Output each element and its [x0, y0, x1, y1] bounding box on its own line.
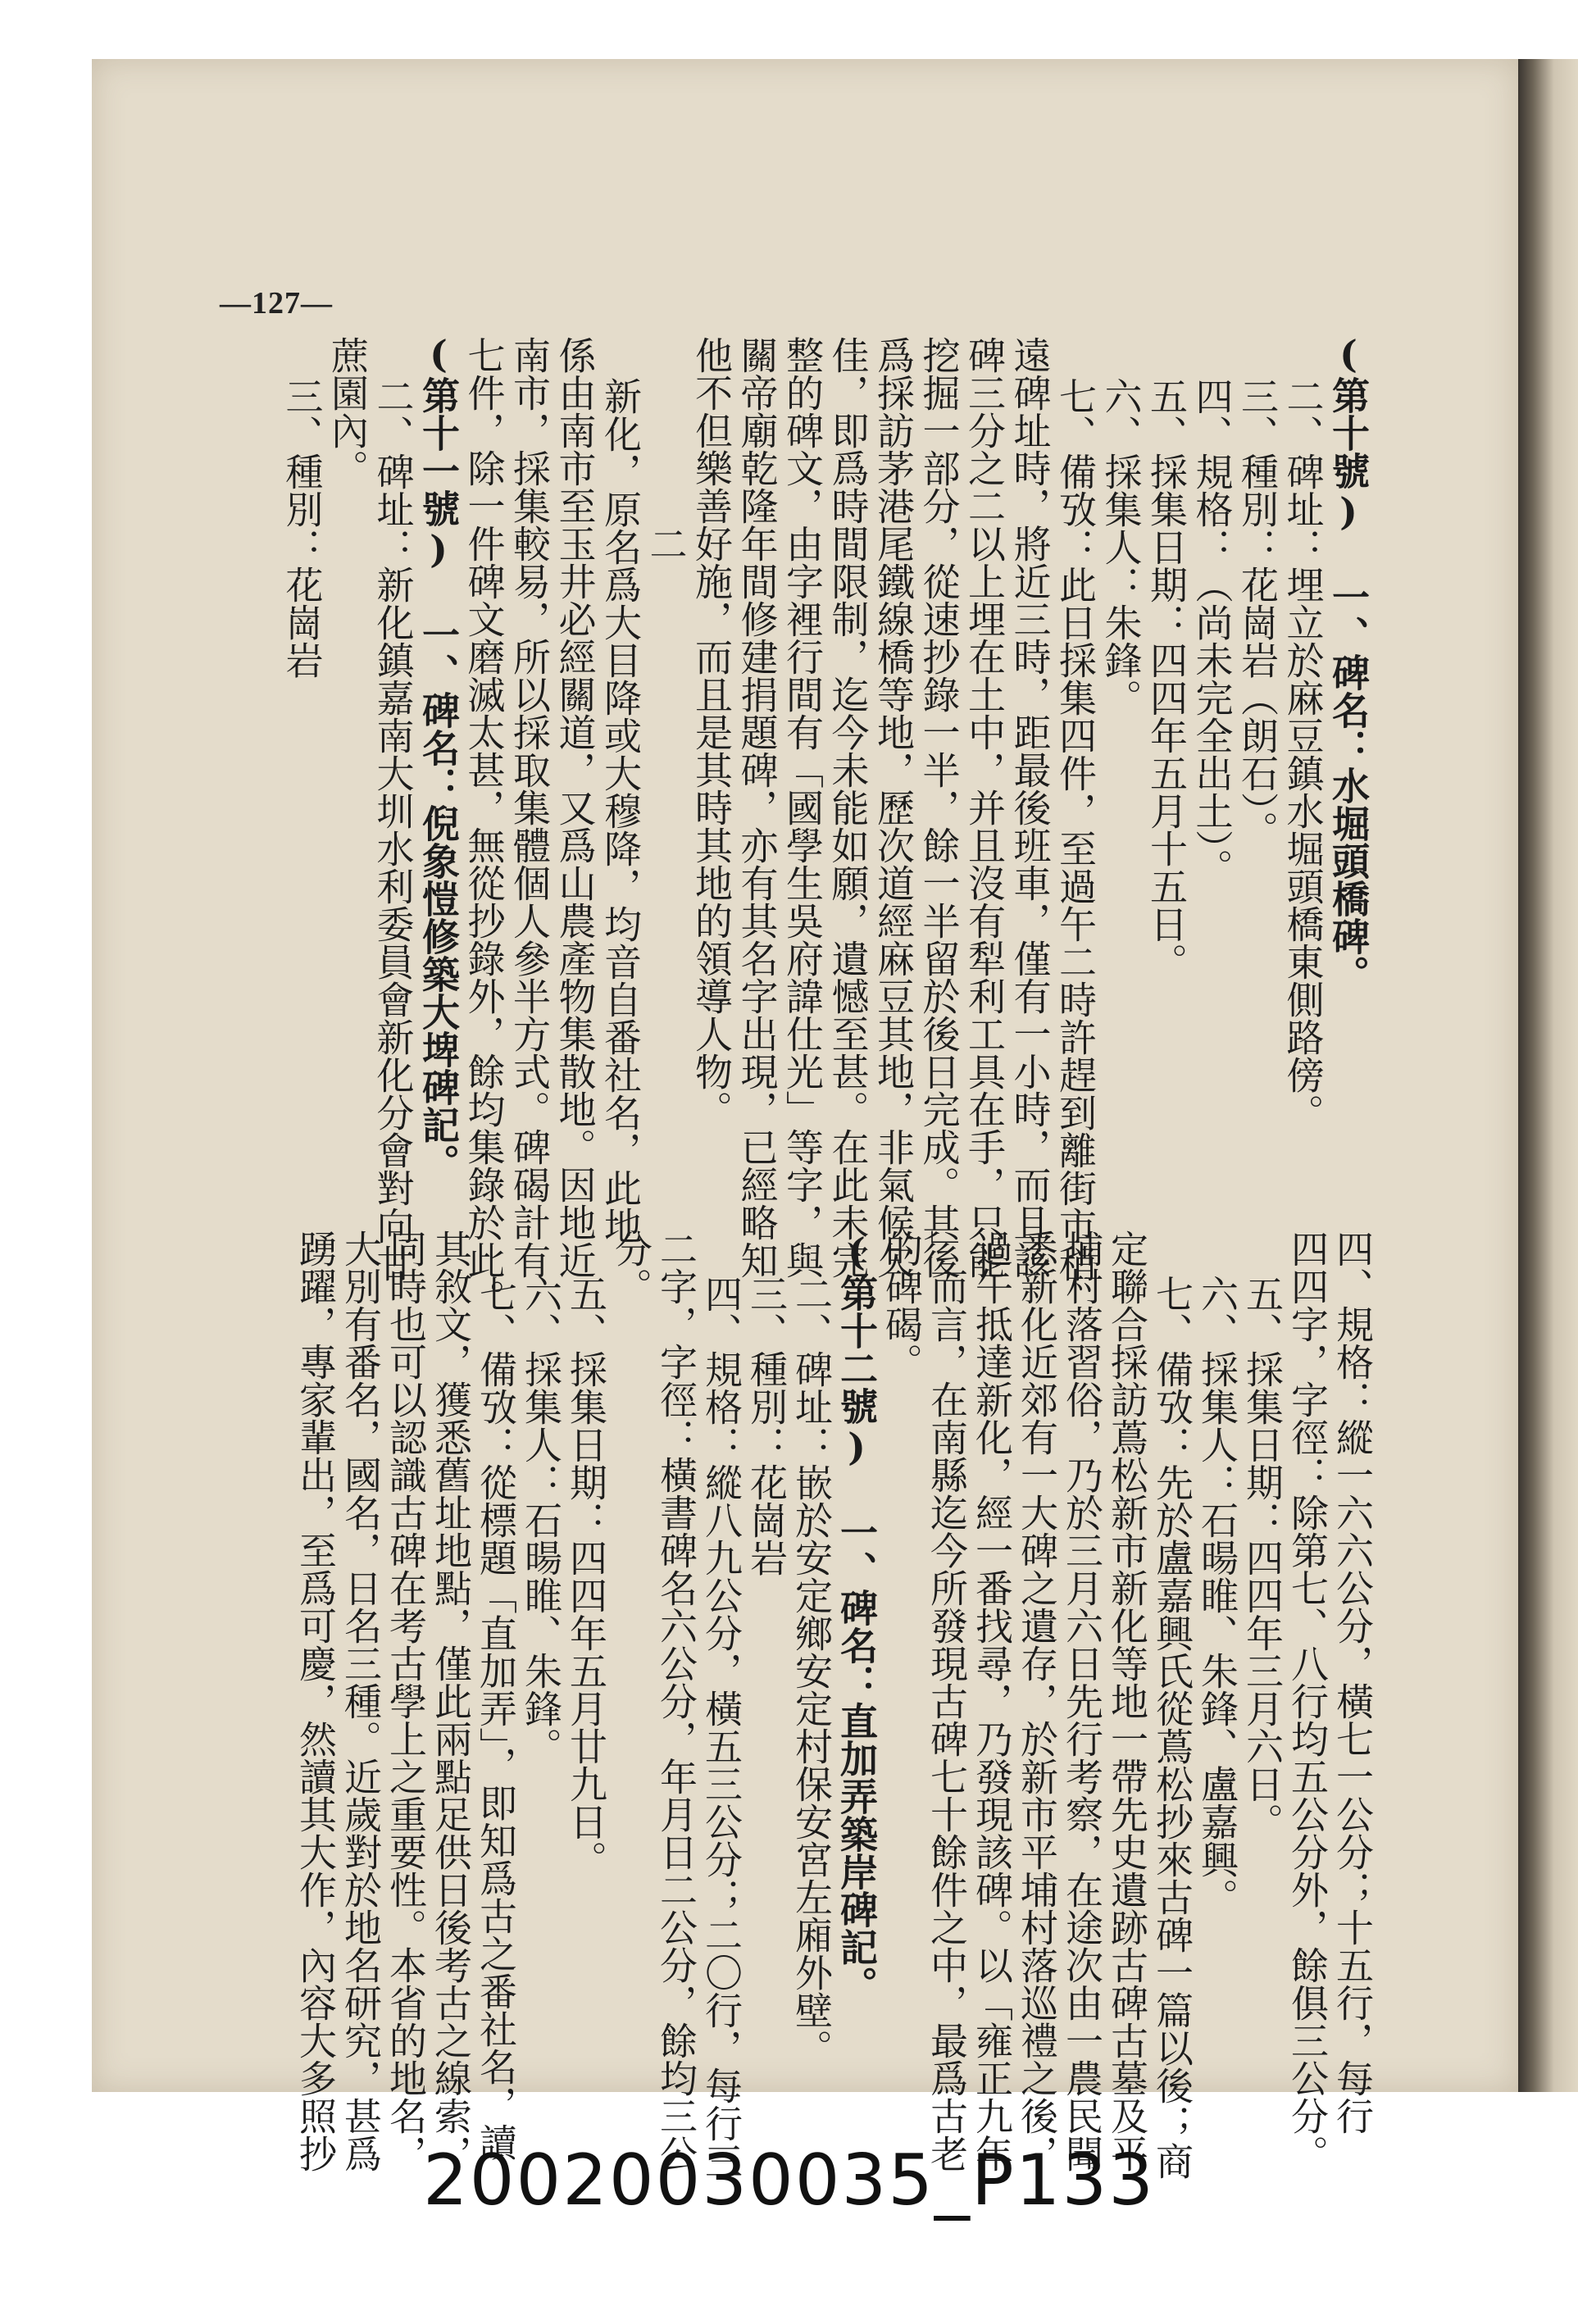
top-block-column: 三、種別：花崗岩（朗石）。 — [1235, 377, 1280, 848]
book-spine-edge — [1518, 59, 1578, 2092]
bottom-block-column: 三、種別：花崗岩 — [744, 1275, 789, 1576]
top-block-column: 爲採訪茅港尾鐵線橋等地，歷次道經麻豆其地，非氣候欠 — [871, 336, 916, 1279]
bottom-block-column: (第十二號) 一、碑名：直加弄築岸碑記。 — [834, 1230, 879, 2003]
top-block-column: 七、備攷：此日採集四件，至過午二時許趕到離街市稍 — [1053, 377, 1098, 1282]
bottom-block-column: 七、備攷：從標題「直加弄」，即知爲古之番社名，讀 — [474, 1275, 518, 2161]
bottom-block-column: 過午抵達新化，經一番找尋，乃發現該碑。以「雍正九年 — [970, 1230, 1014, 2172]
top-block-column: (第十號) 一、碑名：水堀頭橋碑。 — [1326, 332, 1371, 993]
bottom-block-column: 五、採集日期：四四年五月廿九日。 — [564, 1275, 608, 1878]
top-block-column: 整的碑文，由字裡行間有「國學生吳府諱仕光」等字，與 — [780, 336, 825, 1279]
bottom-block-column: 其敘文，獲悉舊址地點，僅此兩點足供日後考古之線索， — [429, 1230, 473, 2172]
top-block-column: 碑三分之二以上埋在土中，并且沒有犁利工具在手，只能 — [962, 336, 1007, 1279]
bottom-block-column: 四、規格：縱一六六公分，橫七一公分；十五行，每行 — [1330, 1230, 1375, 2135]
bottom-block-column: 六、採集人：石暘睢、朱鋒、盧嘉興。 — [1195, 1275, 1239, 1916]
top-block-column: 他不但樂善好施，而且是其時其地的領導人物。 — [689, 336, 734, 1128]
bottom-block-column: 二字，字徑：橫書碑名六公分，年月日二公分，餘均三公 — [654, 1230, 698, 2172]
top-block-column: 三、種別：花崗岩 — [280, 377, 325, 679]
bottom-block-column: 分。 — [609, 1230, 653, 1305]
top-block-column: 挖掘一部分，從速抄錄一半，餘一半留於後日完成。其後 — [916, 336, 962, 1279]
top-block-column: 遠碑址時，將近三時，距最後班車，僅有一小時，而且該 — [1007, 336, 1053, 1279]
bottom-block-column: 四四字，字徑：除第七、八行均五公分外，餘俱三公分。 — [1285, 1230, 1330, 2172]
top-block-column: 四、規格：（尚未完全出土）。 — [1189, 377, 1235, 886]
bottom-block-column: 的碑碣。 — [880, 1230, 924, 1380]
top-block-column: (第十一號) 一、碑名：倪象愷修築大埤碑記。 — [416, 332, 461, 1181]
bottom-block-column: 踴躍，專家輩出，至爲可慶，然讀其大作，內容大多照抄 — [293, 1230, 338, 2172]
top-block-column: 佳，即爲時間限制，迄今未能如願，遺憾至甚。在此未完 — [825, 336, 871, 1279]
top-block-column: 二、碑址：埋立於麻豆鎮水堀頭橋東側路傍。 — [1280, 377, 1326, 1131]
bottom-block-column: 大別有番名，國名，日名三種。近歲對於地名研究，甚爲 — [339, 1230, 383, 2172]
bottom-block-column: 」而言，在南縣迄今所發現古碑七十餘件之中，最爲古老 — [925, 1230, 969, 2172]
top-block-column: 蔗園內。 — [325, 336, 370, 487]
bottom-block-column: 七、備攷：先於盧嘉興氏從蔦松抄來古碑一篇以後；商 — [1150, 1275, 1194, 2180]
top-block-column: 關帝廟乾隆年間修建捐題碑，亦有其名字出現，已經略知 — [734, 336, 780, 1279]
top-block-column: 係由南市至玉井必經關道，又爲山農產物集散地。因地近 — [553, 336, 598, 1279]
top-block-column: 五、採集日期：四四年五月十五日。 — [1144, 377, 1189, 980]
archive-caption: 20020030035_P133 — [423, 2140, 1155, 2222]
bottom-block-column: 五、採集日期：四四年三月六日。 — [1240, 1275, 1285, 1840]
bottom-block-column: 定聯合採訪蔦松新市新化等地一帶先史遺跡古碑古墓及平 — [1105, 1230, 1149, 2172]
bottom-block-column: 埔村落習俗，乃於三月六日先行考察，在途次由一農民聞 — [1060, 1230, 1104, 2172]
bottom-block-column: 六、採集人：石暘睢、朱鋒。 — [519, 1275, 563, 1765]
top-block-column: 南市，採集較易，所以採取集體個人參半方式。碑碣計有 — [507, 336, 552, 1279]
top-block-column: 六、採集人：朱鋒。 — [1098, 377, 1144, 716]
bottom-block-column: 四、規格：縱八九公分，橫五三公分；二〇行，每行三 — [699, 1275, 744, 2180]
page-number: —127— — [220, 286, 333, 321]
top-block-column: 二、碑址：新化鎮嘉南大圳水利委員會新化分會對向甘 — [371, 377, 416, 1282]
bottom-block-column: 二、碑址：嵌於安定鄉安定村保安宮左廂外壁。 — [789, 1275, 834, 2067]
top-block-column: 七件，除一件碑文磨滅太甚，無從抄錄外，餘均集錄於此。 — [462, 336, 507, 1317]
top-block-column: 二 — [643, 525, 689, 562]
bottom-block-column: 悉新化近郊有一大碑之遺存，於新市平埔村落巡禮之後， — [1015, 1230, 1059, 2172]
bottom-block-column: 同時也可以認識古碑在考古學上之重要性。本省的地名， — [384, 1230, 428, 2172]
top-block-column: 新化，原名爲大目降或大穆降，均音自番社名，此地 — [598, 377, 643, 1244]
